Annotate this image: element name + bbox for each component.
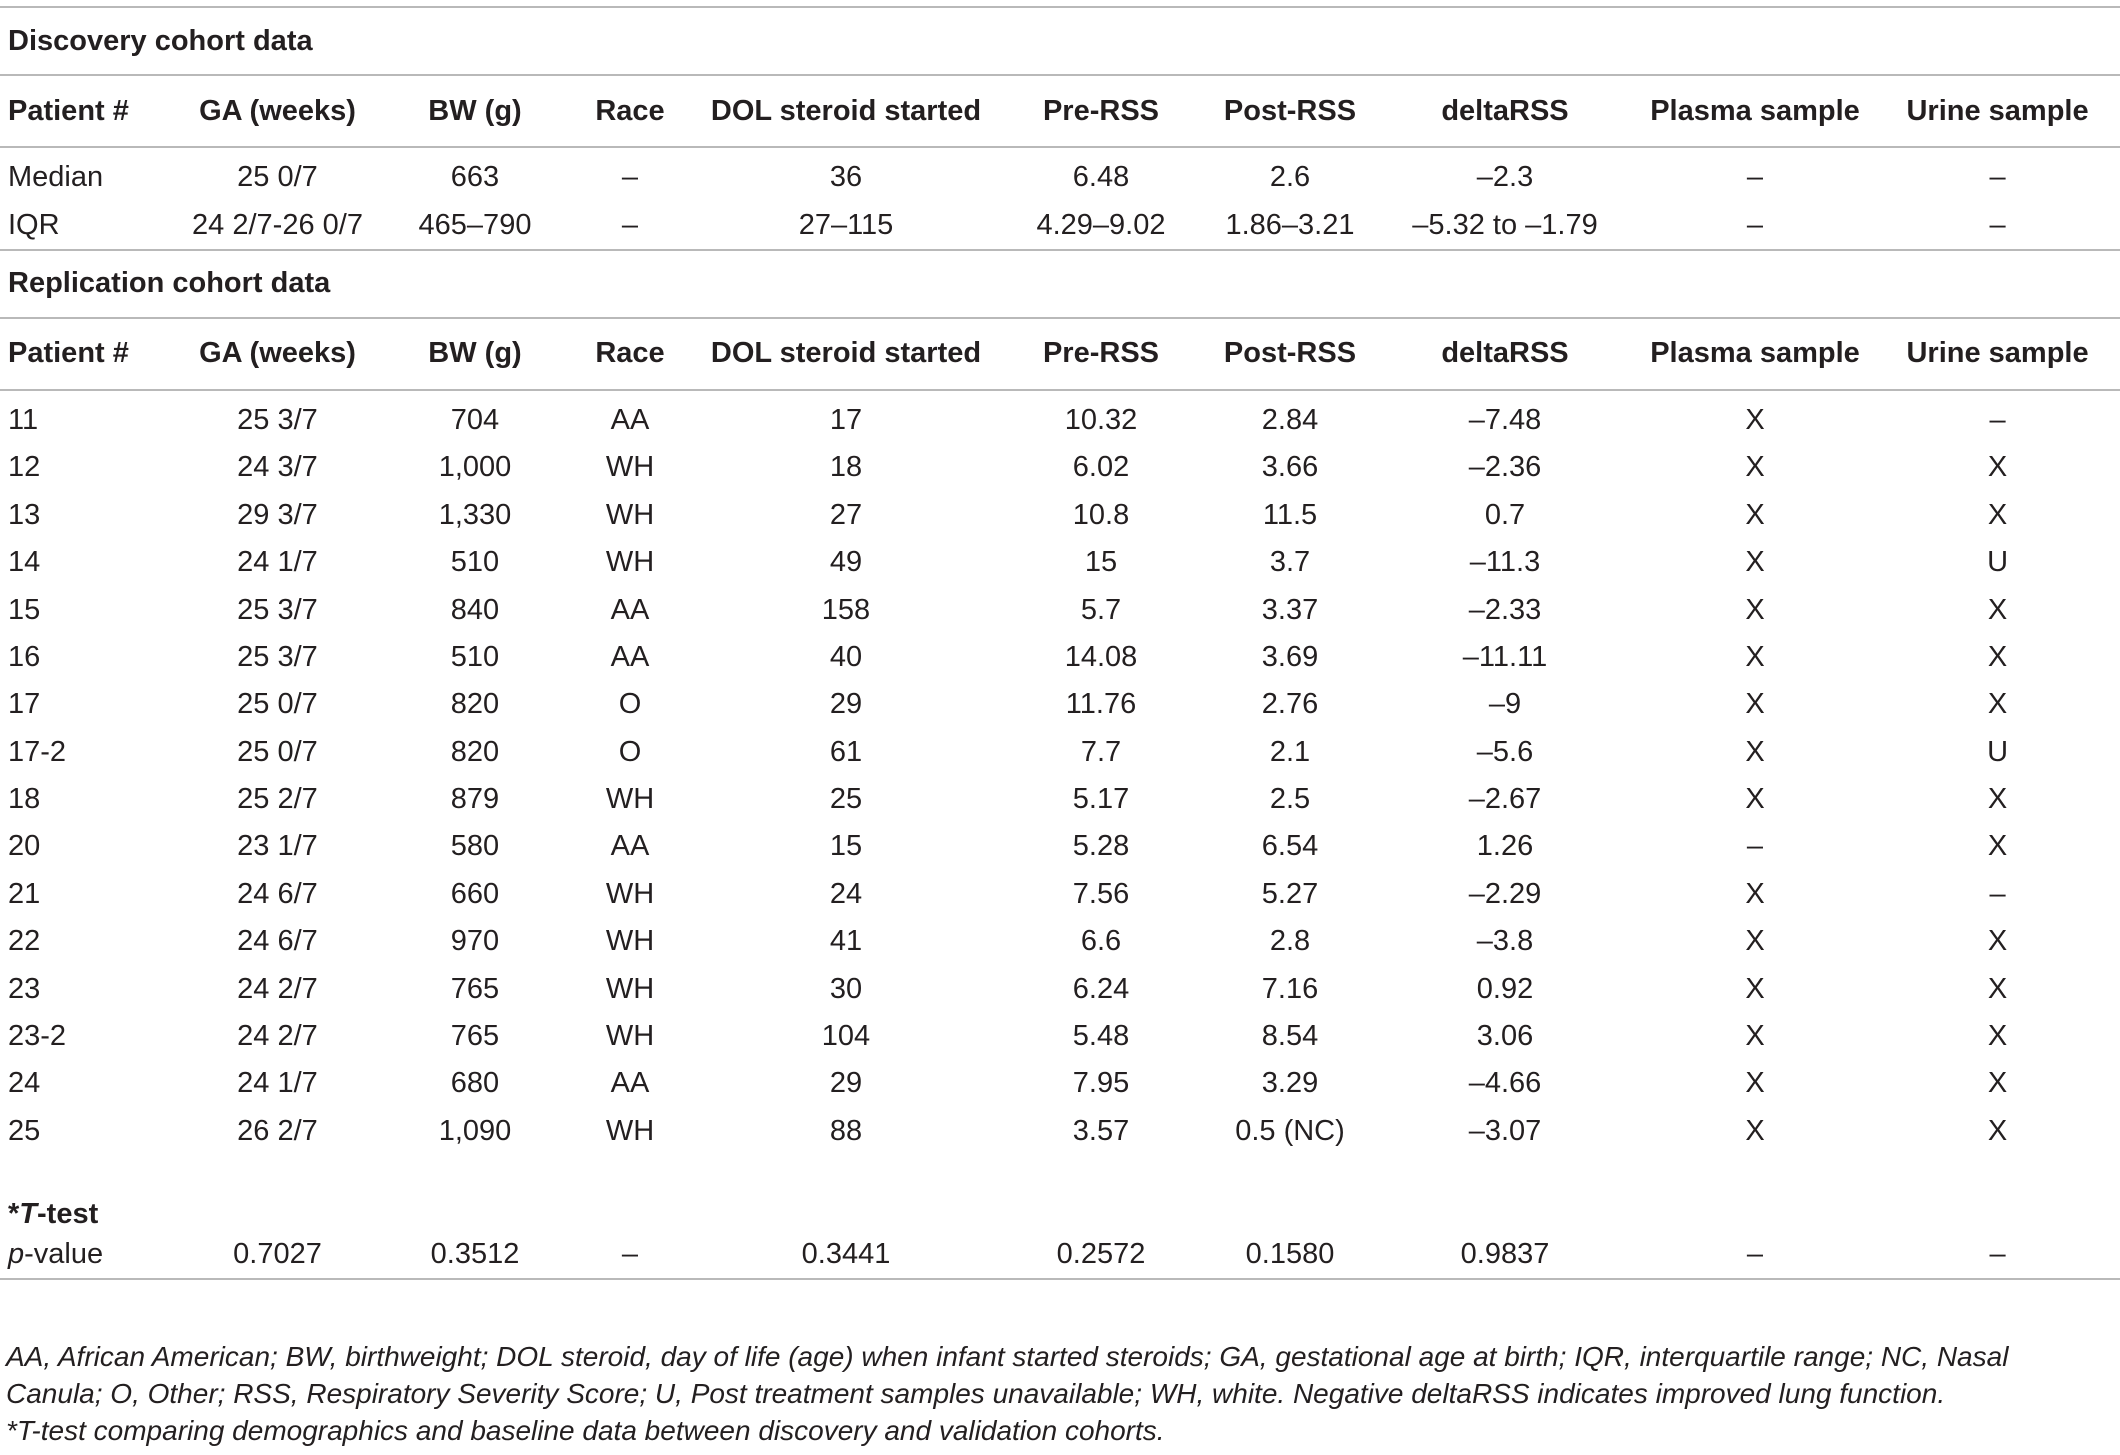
table-cell: 11.5 (1262, 498, 1318, 531)
table-cell: AA (610, 640, 650, 673)
table-cell: 17 (8, 688, 41, 721)
table-row (0, 871, 2120, 918)
table-cell: –2.33 (1468, 593, 1542, 626)
table-cell: X (1987, 1067, 2008, 1100)
table-cell: – (621, 161, 639, 194)
table-cell: 24 2/7-26 0/7 (192, 208, 363, 241)
table-cell: 158 (821, 593, 871, 626)
table-cell: O (618, 688, 642, 721)
table-cell: 25 (8, 1114, 41, 1147)
table-cell: 840 (450, 593, 500, 626)
table-cell: X (1987, 451, 2008, 484)
table-cell: X (1745, 451, 1765, 484)
table-cell: AA (610, 1067, 650, 1100)
column-header: Plasma sample (1635, 75, 1875, 147)
table-cell: X (1745, 546, 1765, 579)
column-header: Post-RSS (1205, 318, 1375, 390)
table-cell: 1.26 (1476, 830, 1534, 863)
table-cell: 5.48 (1072, 1020, 1130, 1053)
table-cell: –11.11 (1462, 640, 1548, 673)
table-cell: 2.8 (1269, 925, 1311, 958)
table-cell: O (618, 735, 642, 768)
table-cell: WH (605, 925, 655, 958)
pvalue-cell: – (1875, 1231, 2120, 1279)
table-cell: 41 (829, 925, 863, 958)
table-row (0, 390, 2120, 444)
table-cell: Median (8, 161, 104, 194)
table-cell: 820 (450, 735, 500, 768)
table-cell: 29 3/7 (237, 498, 318, 531)
table-cell: 6.54 (1261, 830, 1319, 863)
table-cell: 16 (8, 640, 41, 673)
table-cell: 25 3/7 (237, 640, 318, 673)
table-cell: 26 2/7 (237, 1114, 318, 1147)
table-cell: 23 1/7 (237, 830, 318, 863)
table-cell: X (1745, 972, 1765, 1005)
table-cell: 2.76 (1261, 688, 1319, 721)
cohort-table (0, 6, 2120, 1280)
table-cell: 510 (450, 546, 500, 579)
table-cell: WH (605, 546, 655, 579)
table-cell: 4.29–9.02 (1036, 208, 1166, 241)
table-cell: WH (605, 498, 655, 531)
table-cell: 24 2/7 (237, 972, 318, 1005)
table-cell: X (1987, 783, 2008, 816)
table-row (0, 1108, 2120, 1155)
table-cell: 879 (450, 783, 500, 816)
table-cell: 18 (8, 783, 41, 816)
table-cell: 5.27 (1261, 877, 1319, 910)
table-cell: 7.95 (1072, 1067, 1130, 1100)
table-cell: WH (605, 972, 655, 1005)
table-cell: 13 (8, 498, 41, 531)
table-cell: 29 (829, 1067, 863, 1100)
table-cell: 3.37 (1261, 593, 1319, 626)
table-cell: 30 (829, 972, 863, 1005)
table-row (0, 1013, 2120, 1060)
table-cell: 663 (450, 161, 500, 194)
table-cell: 970 (450, 925, 500, 958)
table-cell: X (1987, 688, 2008, 721)
table-cell: X (1987, 640, 2008, 673)
table-cell: 5.7 (1080, 593, 1122, 626)
table-cell: 11 (8, 403, 39, 436)
table-cell: –7.48 (1468, 403, 1542, 436)
table-cell: 3.57 (1072, 1114, 1130, 1147)
table-cell: –5.6 (1476, 735, 1534, 768)
table-cell: 6.48 (1072, 161, 1130, 194)
table-cell: 0.7 (1484, 498, 1526, 531)
table-cell: WH (605, 451, 655, 484)
table-cell: 6.24 (1072, 972, 1130, 1005)
table-cell: 2.6 (1269, 161, 1311, 194)
column-header: BW (g) (385, 318, 565, 390)
table-row (0, 634, 2120, 681)
table-cell: AA (610, 830, 650, 863)
table-cell: WH (605, 1020, 655, 1053)
table-cell: X (1987, 593, 2008, 626)
table-cell: X (1745, 735, 1765, 768)
table-cell: 24 1/7 (237, 546, 318, 579)
table-cell: 7.16 (1261, 972, 1319, 1005)
table-row (0, 681, 2120, 728)
table-row (0, 776, 2120, 823)
column-header: deltaRSS (1375, 75, 1635, 147)
table-footnotes (6, 1338, 2106, 1449)
table-cell: 11.76 (1065, 688, 1137, 721)
table-cell: 3.7 (1269, 546, 1311, 579)
table-row (0, 729, 2120, 776)
table-cell: –2.29 (1468, 877, 1542, 910)
table-row (0, 1060, 2120, 1107)
ttest-title-prefix: * (8, 1198, 20, 1231)
replication-header-row (0, 318, 2120, 390)
table-cell: – (1746, 830, 1764, 863)
table-cell: 25 0/7 (237, 735, 318, 768)
replication-section-title: Replication cohort data (0, 250, 2120, 318)
table-cell: X (1745, 925, 1765, 958)
column-header: GA (weeks) (170, 318, 385, 390)
table-cell: 10.8 (1072, 498, 1130, 531)
table-cell: 24 1/7 (237, 1067, 318, 1100)
table-cell: 7.7 (1080, 735, 1122, 768)
table-cell: 15 (1084, 546, 1118, 579)
pvalue-cell: 0.2572 (997, 1231, 1205, 1279)
table-cell: 1.86–3.21 (1225, 208, 1355, 241)
table-cell: X (1987, 1020, 2008, 1053)
table-cell: X (1745, 640, 1765, 673)
column-header: Race (565, 318, 695, 390)
table-cell: – (1989, 161, 2006, 194)
table-cell: 18 (829, 451, 863, 484)
table-cell: –2.36 (1468, 451, 1542, 484)
table-cell: 580 (450, 830, 500, 863)
table-cell: – (1989, 877, 2006, 910)
table-cell: 22 (8, 925, 41, 958)
table-cell: X (1745, 593, 1765, 626)
pvalue-cell: 0.1580 (1205, 1231, 1375, 1279)
table-cell: IQR (8, 208, 60, 241)
table-cell: 2.5 (1269, 783, 1311, 816)
table-cell: 704 (450, 403, 500, 436)
table-cell: 3.66 (1261, 451, 1319, 484)
table-cell: 1,330 (438, 498, 512, 531)
table-cell: –4.66 (1468, 1067, 1542, 1100)
table-cell: X (1987, 925, 2008, 958)
column-header: Urine sample (1875, 75, 2120, 147)
table-cell: 25 0/7 (237, 161, 318, 194)
table-cell: 24 (8, 1067, 41, 1100)
table-cell: –2.67 (1468, 783, 1542, 816)
column-header: DOL steroid started (695, 318, 997, 390)
replication-section-title-row (0, 250, 2120, 318)
table-cell: 5.28 (1072, 830, 1130, 863)
table-cell: X (1745, 1114, 1765, 1147)
table-row (0, 147, 2120, 201)
table-cell: X (1745, 403, 1765, 436)
table-cell: 3.69 (1261, 640, 1319, 673)
table-cell: 1,000 (438, 451, 512, 484)
table-row (0, 201, 2120, 249)
table-cell: 660 (450, 877, 500, 910)
table-cell: – (1746, 208, 1764, 241)
column-header: Pre-RSS (997, 318, 1205, 390)
pvalue-cell: 0.9837 (1375, 1231, 1635, 1279)
table-cell: 0.92 (1476, 972, 1534, 1005)
table-cell: 25 0/7 (237, 688, 318, 721)
table-cell: 17 (829, 403, 863, 436)
table-cell: X (1745, 688, 1765, 721)
column-header: DOL steroid started (695, 75, 997, 147)
column-header: Urine sample (1875, 318, 2120, 390)
table-row (0, 539, 2120, 586)
table-cell: – (621, 208, 639, 241)
table-cell: 23-2 (8, 1020, 67, 1053)
table-cell: 25 2/7 (237, 783, 318, 816)
ttest-title (0, 1181, 2120, 1231)
pvalue-row (0, 1231, 2120, 1279)
pvalue-cell: 0.3441 (695, 1231, 997, 1279)
pvalue-label-p: p (8, 1238, 25, 1271)
table-cell: – (1989, 208, 2006, 241)
table-cell: 23 (8, 972, 41, 1005)
table-cell: 29 (829, 688, 863, 721)
column-header: Pre-RSS (997, 75, 1205, 147)
table-cell: 680 (450, 1067, 500, 1100)
table-cell: 0.5 (NC) (1235, 1114, 1345, 1147)
table-cell: WH (605, 783, 655, 816)
table-cell: –9 (1488, 688, 1522, 721)
table-cell: U (1987, 546, 2009, 579)
table-cell: 2.84 (1261, 403, 1319, 436)
ttest-title-letter: T (19, 1198, 38, 1231)
table-cell: X (1987, 972, 2008, 1005)
table-cell: 24 6/7 (237, 925, 318, 958)
table-cell: 25 3/7 (237, 403, 318, 436)
table-cell: 820 (450, 688, 500, 721)
table-cell: 465–790 (418, 208, 532, 241)
table-cell: 14.08 (1064, 640, 1138, 673)
table-cell: –2.3 (1476, 161, 1534, 194)
table-cell: 6.6 (1080, 925, 1122, 958)
table-cell: 12 (8, 451, 41, 484)
table-cell: 36 (829, 161, 863, 194)
table-cell: 10.32 (1064, 403, 1138, 436)
table-cell: 510 (450, 640, 500, 673)
table-cell: 49 (829, 546, 863, 579)
column-header: Patient # (0, 75, 170, 147)
table-cell: X (1987, 830, 2008, 863)
discovery-section-title-row (0, 7, 2120, 75)
pvalue-label (0, 1231, 170, 1279)
column-header: Plasma sample (1635, 318, 1875, 390)
table-cell: 88 (829, 1114, 863, 1147)
column-header: GA (weeks) (170, 75, 385, 147)
table-cell: 1,090 (438, 1114, 512, 1147)
spacer-row (0, 1155, 2120, 1181)
table-cell: WH (605, 1114, 655, 1147)
discovery-section-title: Discovery cohort data (0, 7, 2120, 75)
table-cell: 24 (829, 877, 863, 910)
table-cell: 3.06 (1476, 1020, 1534, 1053)
table-cell: –11.3 (1469, 546, 1541, 579)
pvalue-cell: 0.7027 (170, 1231, 385, 1279)
table-cell: 24 6/7 (237, 877, 318, 910)
ttest-title-row (0, 1181, 2120, 1231)
table-cell: AA (610, 403, 650, 436)
table-cell: U (1987, 735, 2009, 768)
ttest-title-suffix: -test (37, 1198, 99, 1231)
column-header: BW (g) (385, 75, 565, 147)
table-cell: 765 (450, 1020, 500, 1053)
table-row (0, 586, 2120, 633)
table-cell: 17-2 (8, 735, 67, 768)
table-cell: 24 2/7 (237, 1020, 318, 1053)
table-cell: 40 (829, 640, 863, 673)
table-cell: 3.29 (1261, 1067, 1319, 1100)
table-row (0, 492, 2120, 539)
discovery-header-row (0, 75, 2120, 147)
table-row (0, 965, 2120, 1012)
pvalue-cell: 0.3512 (385, 1231, 565, 1279)
table-cell: –3.8 (1476, 925, 1534, 958)
table-cell: AA (610, 593, 650, 626)
table-cell: –3.07 (1468, 1114, 1542, 1147)
column-header: Patient # (0, 318, 170, 390)
table-cell: 14 (8, 546, 41, 579)
pvalue-cell: – (565, 1231, 695, 1279)
table-cell: –5.32 to –1.79 (1412, 208, 1598, 241)
table-cell: 8.54 (1261, 1020, 1319, 1053)
table-row (0, 823, 2120, 870)
table-cell: 104 (821, 1020, 871, 1053)
table-cell: 25 3/7 (237, 593, 318, 626)
table-cell: 27–115 (798, 208, 894, 241)
table-cell: X (1745, 498, 1765, 531)
footnote-ttest: *T-test comparing demographics and baseline data between discovery and validation cohorts. (6, 1415, 1165, 1446)
table-cell: – (1746, 161, 1764, 194)
table-cell: 25 (829, 783, 863, 816)
pvalue-label-rest: -value (24, 1238, 104, 1271)
footnote-abbreviations: AA, African American; BW, birthweight; DOL steroid, day of life (age) when infant started steroids; GA, gestational age at birth; IQR, interquartile range; NC, Nasal Canula; O, Other; RSS, Respiratory Severity Score; U, Post treatment samples unavailable; WH, white. Negative deltaRSS indicates improved lung function. (6, 1341, 2009, 1409)
column-header: Race (565, 75, 695, 147)
table-row (0, 918, 2120, 965)
column-header: deltaRSS (1375, 318, 1635, 390)
table-cell: 61 (829, 735, 863, 768)
table-cell: – (1989, 403, 2006, 436)
table-cell: 15 (829, 830, 863, 863)
table-cell: 7.56 (1072, 877, 1130, 910)
table-cell: 6.02 (1072, 451, 1130, 484)
table-cell: 2.1 (1269, 735, 1311, 768)
pvalue-cell: – (1635, 1231, 1875, 1279)
table-cell: X (1745, 783, 1765, 816)
table-cell: X (1745, 1067, 1765, 1100)
table-cell: 24 3/7 (237, 451, 318, 484)
table-cell: 27 (829, 498, 863, 531)
table-cell: X (1745, 877, 1765, 910)
table-cell: 20 (8, 830, 41, 863)
table-cell: X (1745, 1020, 1765, 1053)
column-header: Post-RSS (1205, 75, 1375, 147)
table-cell: X (1987, 1114, 2008, 1147)
table-row (0, 444, 2120, 491)
table-cell: 5.17 (1072, 783, 1130, 816)
table-cell: 765 (450, 972, 500, 1005)
table-cell: 21 (8, 877, 41, 910)
table-cell: WH (605, 877, 655, 910)
table-cell: 15 (8, 593, 41, 626)
table-cell: X (1987, 498, 2008, 531)
